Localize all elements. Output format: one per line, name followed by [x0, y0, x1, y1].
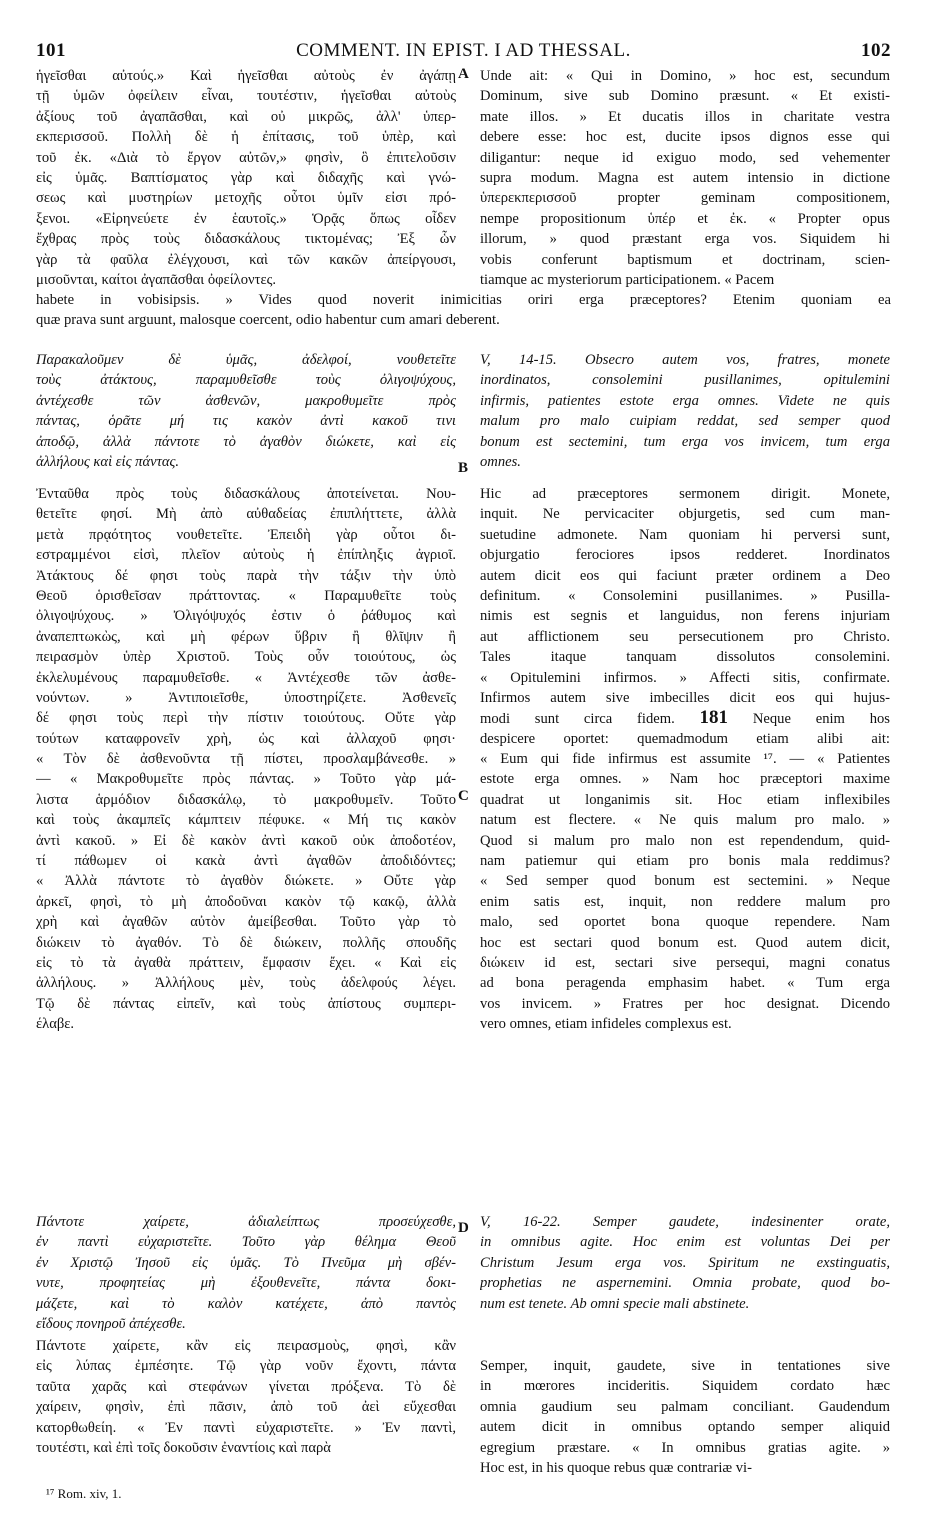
text-line: « Τὸν δὲ ἀσθενοῦντα τῇ πίστει, προσλαμβάνεσθε. » — [36, 751, 456, 768]
text-line: εἰς λύπας ἐμπέσητε. Τῷ γὰρ νοῦν ἔχοντι, πάντα — [36, 1358, 456, 1375]
text-line: λιστα ἁρμόδιον διδασκάλῳ, τὸ μακροθυμεῖν. Τοῦτο — [36, 791, 456, 808]
text-line: ξενοι. «Εἰρηνεύετε ἐν ἑαυτοῖς.» Ὁρᾷς ὅπως οἶδεν — [36, 210, 456, 227]
text-line: inordinatos, consolemini pusillanimes, opitulemini — [480, 372, 890, 389]
text-line: εστραμμένοι εἰσὶ, πλεῖον αὐτοὺς ἡ ἐπίπληξις ἀγριοῖ. — [36, 547, 456, 564]
text-line: hoc est sectari quod bonum est. Quod autem dicit, — [480, 934, 890, 951]
text-line: ὑπερεκπερισσοῦ propter geminam compositionem, — [480, 190, 890, 207]
text-line: δέ φησι τοὺς περὶ τὴν πίστιν τοιούτους. Οὔτε γὰρ — [36, 710, 456, 727]
full-width-lines — [36, 290, 891, 331]
text-line: vos invicem. » Fratres per hoc designat. Dicendo — [480, 995, 890, 1012]
text-line: inquit. Ne pervicaciter objurgetis, sed cum man- — [480, 506, 890, 523]
text-line: ὀλιγοψύχους. » Ὀλιγόψυχός ἐστιν ὁ ῥάθυμος καὶ — [36, 608, 456, 625]
text-line: « Opitulemini infirmos. » Affecti sitis, confirmate. — [480, 669, 890, 686]
latin-block-5 — [480, 1356, 890, 1478]
text-line: nempe propositionum ὑπέρ et ἐκ. « Propter opus — [480, 210, 890, 227]
text-line: autem dicit eos qui faciunt præter ordinem a Deo — [480, 567, 890, 584]
marker-a: A — [458, 66, 469, 82]
marker-d: D — [458, 1220, 469, 1236]
text-fragment: Neque enim hos — [728, 711, 890, 728]
left-page-number: 101 — [36, 40, 66, 61]
text-line: νυτε, προφητείας μὴ ἐξουθενεῖτε, πάντα δοκι- — [36, 1275, 456, 1292]
right-page-number: 102 — [861, 40, 891, 61]
text-line: έλαβε. — [36, 1016, 75, 1033]
latin-block-1 — [480, 66, 890, 290]
text-line: in mœrores incideritis. Siquidem cordato hæc — [480, 1378, 890, 1395]
text-line: ταῦτα χαρᾶς καὶ στεφάνων γίνεται πρόξενα. Τὸ δὲ — [36, 1378, 456, 1395]
text-line: ἀλλήλους. » Ἀλλήλους μὲν, τοὺς ἀδελφούς λέγει. — [36, 975, 456, 992]
text-line: ἀξίους τοῦ ἀγαπᾶσθαι, καὶ οὐ μικρῶς, ἀλλ' ὑπερ- — [36, 108, 456, 125]
text-line: omnia gaudium seu palmam conciliant. Gaudendum — [480, 1398, 890, 1415]
text-line: diligantur: neque id exiguo modo, sed vehementer — [480, 149, 890, 166]
text-line: τί πάθωμεν οἱ κακὰ ἀντὶ ἀγαθῶν ἀποδιδόντες; — [36, 853, 456, 870]
text-line: ἔχθρας πρὸς τοὺς διδασκάλους τικτομένας; Ἐξ ὧν — [36, 231, 456, 248]
text-line: mate illos. » Et ducatis illos in charitate vestra — [480, 108, 890, 125]
text-line: « Ἀλλὰ πάντοτε τὸ ἀγαθὸν διώκετε. » Οὔτε γὰρ — [36, 873, 456, 890]
text-line: Τῷ δὲ πάντας εἰπεῖν, καὶ τοὺς ἀπίστους συμπερι- — [36, 995, 456, 1012]
text-line: Dominum, sive sub Domino præsunt. « Et existi- — [480, 88, 890, 105]
text-line: πειρασμὸν ὑπὲρ Χριστοῦ. Τοὺς οὖν τοιούτους, ὡς — [36, 649, 456, 666]
text-line: autem dicit in omnibus optando semper aliquid — [480, 1419, 890, 1436]
text-line: ἡγεῖσθαι αὐτούς.» Καὶ ἡγεῖσθαι αὐτοὺς ἐν ἀγάπῃ — [36, 68, 456, 84]
text-line: ad bona peragenda emphasim habet. « Tum erga — [480, 975, 890, 992]
text-line: enim satis est, inquit, non reddere malum pro — [480, 893, 890, 910]
text-line: νούντων. » Ἀντιποιεῖσθε, ὑποστηρίζετε. Ἀσθενεῖς — [36, 689, 456, 706]
greek-block-1 — [36, 66, 456, 290]
text-line: Hic ad præceptores sermonem dirigit. Monete, — [480, 486, 890, 502]
text-line: V, 16-22. Semper gaudete, indesinenter orate, — [480, 1214, 890, 1230]
greek-block-3 — [36, 484, 456, 1035]
greek-block-4 — [36, 1212, 456, 1334]
text-line: τουτέστι, καὶ ἐπὶ τοῖς δοκοῦσιν ἐναντίοις καὶ παρὰ — [36, 1439, 331, 1456]
text-line: Πάντοτε χαίρετε, ἀδιαλείπτως προσεύχεσθε, — [36, 1214, 456, 1230]
text-line: εἰς τὸ τὰ ἀγαθὰ πράττειν, ἔμφασιν ἔχει. « Καὶ εἰς — [36, 954, 456, 971]
text-line: διώκειν τὸ ἀγαθόν. Τὸ δὲ διώκειν, πολλῆς σπουδῆς — [36, 934, 456, 951]
text-line: Semper, inquit, gaudete, sive in tentationes sive — [480, 1358, 890, 1374]
text-line: « Sed semper quod bonum est sectemini. » Neque — [480, 873, 890, 890]
text-line: aut afflictionem seu persecutionem pro Christo. — [480, 628, 890, 645]
text-line: Unde ait: « Qui in Domino, » hoc est, secundum — [480, 68, 890, 84]
text-line: κατορθωθείη. « Ἐν παντὶ εὐχαριστεῖτε. » Ἐν παντὶ, — [36, 1419, 456, 1436]
text-line: μισοῦνται, καίτοι ἀγαπᾶσθαι ὀφείλοντες. — [36, 271, 277, 288]
text-line: quadrat ut longanimis sit. Hoc etiam inflexibiles — [480, 791, 890, 808]
text-line: ἀντέχεσθε τῶν ἀσθενῶν, μακροθυμεῖτε πρὸς — [36, 392, 456, 409]
text-line: objurgatio ferociores ipsos redderet. Inordinatos — [480, 547, 890, 564]
text-line: πάντας, ὁρᾶτε μή τις κακὸν ἀντὶ κακοῦ τινι — [36, 413, 456, 430]
text-line: τοὺς ἀτάκτους, παραμυθεῖσθε τοὺς ὀλιγοψύχους, — [36, 372, 456, 389]
text-line: Hoc est, in his quoque rebus quæ contrariæ vi- — [480, 1459, 752, 1476]
text-line: vobis conferunt baptismum et doctrinam, scien- — [480, 251, 890, 268]
greek-block-2 — [36, 350, 456, 472]
text-line: σεως καὶ μυστηρίων μετοχῆς οὗτοι ὑμῖν εἰσι πρό- — [36, 190, 456, 207]
text-line: ἀλλήλους καὶ εἰς πάντας. — [36, 453, 180, 470]
text-line: estote erga omnes. » Nam hoc præceptori maxime — [480, 771, 890, 788]
text-line: egregium præstare. « In omnibus gratias agite. » — [480, 1439, 890, 1456]
text-line: suetudine admonete. Nam quoniam hi perversi sunt, — [480, 526, 890, 543]
footnote: ¹⁷ Rom. xiv, 1. — [46, 1486, 122, 1501]
text-line: Πάντοτε χαίρετε, κἂν εἰς πειρασμοὺς, φησὶ, κἂν — [36, 1338, 456, 1354]
text-line: Ἀτάκτους δέ φησι τοὺς παρὰ τὴν τάξιν τὴν ὑπὸ — [36, 567, 456, 584]
text-line: bonum est sectemini, tum erga vos invicem, tum erga — [480, 433, 890, 450]
text-line: quæ prava sunt arguunt, malosque coercent, odio habentur cum amari deberent. — [36, 312, 500, 329]
running-title: COMMENT. IN EPIST. I AD THESSAL. — [296, 40, 631, 61]
text-line: nimis est segnis et languidus, non ferens injuriam — [480, 608, 890, 625]
text-line: εἰς ὑμᾶς. Βαπτίσματος γὰρ καὶ διδαχῆς καὶ γνώ- — [36, 169, 456, 186]
text-line: Ἐνταῦθα πρὸς τοὺς διδασκάλους ἀποτείνεται. Νου- — [36, 486, 456, 502]
text-line: Christum Jesum erga vos. Spiritum ne exstinguatis, — [480, 1254, 890, 1271]
text-line: Infirmos autem sive imbecilles dicit eos qui hujus- — [480, 689, 890, 706]
text-line: Quod si malum pro malo non est rependendum, quid- — [480, 832, 890, 849]
marker-b: B — [458, 460, 469, 476]
text-line: definitum. « Consolemini pusillanimes. » Pusilla- — [480, 587, 890, 604]
text-line: μετὰ πρᾳότητος νουθετεῖτε. Ἐπειδὴ γὰρ οὗτοι δι- — [36, 526, 456, 543]
text-line: ἐν Χριστῷ Ἰησοῦ εἰς ὑμᾶς. Τὸ Πνεῦμα μὴ σβέν- — [36, 1254, 456, 1271]
text-line: χρὴ καὶ ἀγαθῶν αὐτὸν ἀμείβεσθαι. Τοῦτο γὰρ τὸ — [36, 914, 456, 931]
text-line: διώκειν id est, sectari sive persequi, magni conatus — [480, 954, 890, 971]
text-line: χαίρειν, φησὶν, ἐπὶ πᾶσιν, ἀπὸ τοῦ ἀεὶ εὔχεσθαι — [36, 1399, 456, 1416]
page-header — [36, 40, 891, 68]
text-line: ἀρκεῖ, φησὶ, τὸ μὴ ἀποδοῦναι κακὸν τῷ κακῷ, ἀλλὰ — [36, 893, 456, 910]
text-line: habete in vobisipsis. » Vides quod noverit inimicitias oriri erga præceptores? Etenim quoniam ea — [36, 292, 891, 308]
text-line: num est tenete. Ab omni specie mali abstinete. — [480, 1295, 750, 1312]
column-number-181: 181 — [699, 708, 729, 729]
text-line: malo, sed oportet bona quoque rependere. Nam — [480, 914, 890, 931]
latin-block-3 — [480, 484, 890, 1035]
text-line: infirmis, patientes estote erga omnes. Videte ne quis — [480, 392, 890, 409]
text-line: ἀποδῷ, ἀλλὰ πάντοτε τὸ ἀγαθὸν διώκετε, καὶ εἰς — [36, 433, 456, 450]
marker-c: C — [458, 788, 469, 804]
text-line: θετεῖτε φησί. Μὴ ἀπὸ αὐθαδείας ἐπιπλήττετε, ἀλλὰ — [36, 506, 456, 523]
text-line: illorum, » quod præstant erga vos. Siquidem hi — [480, 231, 890, 248]
text-line: εκπερισσοῦ. Πολλὴ δὲ ἡ ἐπίτασις, τοῦ ὑπὲρ, καὶ — [36, 129, 456, 146]
text-line: τούτων καταφρονεῖν χρὴ, ὡς καὶ ἀλλαχοῦ φησι· — [36, 730, 456, 747]
text-line: ἀντὶ κακοῦ. » Εἰ δὲ κακὸν ἀντὶ κακοῦ οὐκ ἀποδοτέον, — [36, 832, 456, 849]
text-line: Θεοῦ ὁρισθεῖσαν πράττοντας. « Παραμυθεῖτε τοὺς — [36, 587, 456, 604]
greek-block-5 — [36, 1336, 456, 1458]
text-line: γὰρ τὰ φαῦλα ἐλέγχουσι, καὶ τῶν κακῶν ἀπείργουσι, — [36, 251, 456, 268]
text-line: tiamque ac mysteriorum participationem. « Pacem — [480, 271, 775, 288]
text-line: μάζετε, καὶ τὸ καλὸν κατέχετε, ἀπὸ παντὸς — [36, 1295, 456, 1312]
text-line: debere esse: hoc est, ducite ipsos dignos esse qui — [480, 129, 890, 146]
text-line: — « Μακροθυμεῖτε πρὸς πάντας. » Τοῦτο γὰρ μά- — [36, 771, 456, 788]
text-line: malum pro malo cuipiam reddat, sed semper quod — [480, 413, 890, 430]
text-line: despicere oportet: quemadmodum etiam alibi ait: — [480, 730, 890, 747]
text-line: ἀναπεπτωκὼς, καὶ μὴ φέρων ὕβριν ἢ θλῖψιν ἢ — [36, 628, 456, 645]
text-line: prophetias ne aspernemini. Omnia probate, quod bo- — [480, 1275, 890, 1292]
text-line: ἐν παντὶ εὐχαριστεῖτε. Τοῦτο γὰρ θέλημα Θεοῦ — [36, 1234, 456, 1251]
text-line: Tales itaque tanquam dissolutos consolemini. — [480, 649, 890, 666]
text-line: vero omnes, etiam infideles complexus est. — [480, 1016, 732, 1033]
text-line: natum est flectere. « Ne quis malum pro malo. » — [480, 812, 890, 829]
text-line: τοῦ ἐκ. «Διὰ τὸ ἔργον αὐτῶν,» φησὶν, ὃ ἐπιτελοῦσιν — [36, 149, 456, 166]
text-line: nam patiemur qui etiam pro bonis mala reddimus? — [480, 853, 890, 870]
latin-block-4 — [480, 1212, 890, 1314]
text-line: V, 14-15. Obsecro autem vos, fratres, monete — [480, 352, 890, 368]
text-line: καὶ τοὺς ἀκαμπεῖς κάμπτειν πέφυκε. « Μή τις κακὸν — [36, 812, 456, 829]
text-line: Παρακαλοῦμεν δὲ ὑμᾶς, ἀδελφοί, νουθετεῖτε — [36, 352, 456, 368]
text-line: supra modum. Magna est autem intensio in dictione — [480, 169, 890, 186]
text-line: modi sunt circa fidem. 181 Neque enim hos — [480, 708, 890, 729]
text-line: ἐκλελυμένους παραμυθεῖσθε. « Ἀντέχεσθε τῶν ἀσθε- — [36, 669, 456, 686]
latin-block-2 — [480, 350, 890, 472]
text-line: εἴδους πονηροῦ ἀπέχεσθε. — [36, 1315, 186, 1332]
text-line: « Eum qui fide infirmus est assumite ¹⁷. — « Patientes — [480, 751, 890, 768]
text-line: in omnibus agite. Hoc enim est voluntas Dei per — [480, 1234, 890, 1251]
text-line: omnes. — [480, 453, 521, 470]
text-line: τῇ ὑμῶν ὀφείλειν εἶναι, τουτέστιν, ἡγεῖσθαι αὐτοὺς — [36, 88, 456, 105]
